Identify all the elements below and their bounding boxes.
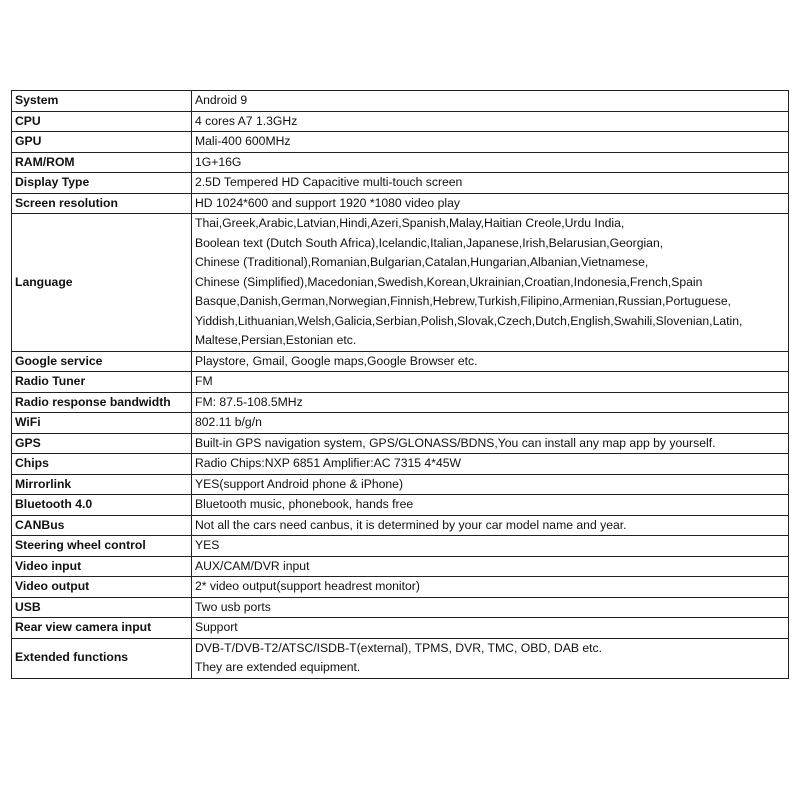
spec-value-line: HD 1024*600 and support 1920 *1080 video play	[195, 195, 460, 210]
table-row	[12, 454, 789, 475]
spec-value	[192, 413, 789, 434]
spec-value	[192, 454, 789, 475]
table-row	[12, 577, 789, 598]
spec-value	[192, 597, 789, 618]
spec-value	[192, 536, 789, 557]
table-row	[12, 433, 789, 454]
spec-label: Chips	[12, 454, 192, 475]
spec-value-line: Yiddish,Lithuanian,Welsh,Galicia,Serbian,Polish,Slovak,Czech,Dutch,English,Swahili,Slovenian,Latin,	[195, 313, 743, 328]
spec-value-line: FM	[195, 374, 213, 388]
spec-label: WiFi	[12, 413, 192, 434]
spec-value	[192, 618, 789, 639]
spec-value-line: Chinese (Traditional),Romanian,Bulgarian,Catalan,Hungarian,Albanian,Vietnamese,	[195, 255, 649, 269]
table-row	[12, 392, 789, 413]
spec-value-line: Boolean text (Dutch South Africa),Icelandic,Italian,Japanese,Irish,Belarusian,Georgian,	[195, 235, 664, 250]
spec-value-line: DVB-T/DVB-T2/ATSC/ISDB-T(external), TPMS, DVR, TMC, OBD, DAB etc.	[195, 640, 602, 655]
spec-label: Display Type	[12, 173, 192, 194]
spec-table-body	[12, 91, 789, 679]
spec-value	[192, 173, 789, 194]
spec-value-line: 802.11 b/g/n	[195, 415, 262, 429]
table-row	[12, 372, 789, 393]
spec-value-line: Built-in GPS navigation system, GPS/GLONASS/BDNS,You can install any map app by yourself.	[195, 435, 716, 450]
spec-label: Radio response bandwidth	[12, 392, 192, 413]
spec-label: Extended functions	[12, 638, 192, 678]
spec-value	[192, 111, 789, 132]
spec-value-line: Bluetooth music, phonebook, hands free	[195, 497, 414, 511]
spec-value	[192, 91, 789, 112]
table-row	[12, 536, 789, 557]
spec-value-line: Radio Chips:NXP 6851 Amplifier:AC 7315 4*45W	[195, 456, 462, 470]
spec-value	[192, 515, 789, 536]
spec-label: GPS	[12, 433, 192, 454]
table-row	[12, 173, 789, 194]
spec-label: Screen resolution	[12, 193, 192, 214]
spec-label: Steering wheel control	[12, 536, 192, 557]
table-row	[12, 132, 789, 153]
table-row	[12, 474, 789, 495]
spec-value	[192, 132, 789, 153]
spec-value-line: Maltese,Persian,Estonian etc.	[195, 333, 357, 347]
spec-label: CPU	[12, 111, 192, 132]
table-row	[12, 152, 789, 173]
spec-value-line: 2* video output(support headrest monitor)	[195, 579, 420, 593]
spec-value-line: Support	[195, 620, 238, 634]
spec-value	[192, 474, 789, 495]
spec-label: Video input	[12, 556, 192, 577]
spec-value	[192, 556, 789, 577]
table-row	[12, 351, 789, 372]
spec-label: Bluetooth 4.0	[12, 495, 192, 516]
spec-label: GPU	[12, 132, 192, 153]
table-row	[12, 556, 789, 577]
table-row	[12, 515, 789, 536]
spec-label: CANBus	[12, 515, 192, 536]
spec-value-line: Mali-400 600MHz	[195, 134, 291, 148]
table-row	[12, 111, 789, 132]
spec-value-line: 2.5D Tempered HD Capacitive multi-touch screen	[195, 175, 463, 189]
spec-value	[192, 214, 789, 352]
spec-value-line: AUX/CAM/DVR input	[195, 558, 310, 573]
spec-label: USB	[12, 597, 192, 618]
table-row	[12, 638, 789, 678]
table-row	[12, 413, 789, 434]
table-row	[12, 193, 789, 214]
spec-label: System	[12, 91, 192, 112]
spec-label: RAM/ROM	[12, 152, 192, 173]
spec-value-line: 1G+16G	[195, 154, 242, 169]
spec-value-line: YES(support Android phone & iPhone)	[195, 476, 404, 491]
table-row	[12, 618, 789, 639]
spec-value-line: They are extended equipment.	[195, 660, 361, 674]
table-row	[12, 597, 789, 618]
spec-value-line: Not all the cars need canbus, it is determined by your car model name and year.	[195, 517, 627, 532]
spec-value-line: Android 9	[195, 93, 248, 107]
spec-value-line: Basque,Danish,German,Norwegian,Finnish,Hebrew,Turkish,Filipino,Armenian,Russian,Portuguese,	[195, 294, 732, 308]
spec-value-line: Thai,Greek,Arabic,Latvian,Hindi,Azeri,Spanish,Malay,Haitian Creole,Urdu India,	[195, 216, 625, 230]
spec-label: Video output	[12, 577, 192, 598]
spec-value	[192, 392, 789, 413]
spec-value	[192, 577, 789, 598]
spec-value-line: Two usb ports	[195, 599, 271, 614]
spec-value	[192, 433, 789, 454]
spec-table	[11, 90, 789, 679]
spec-value	[192, 372, 789, 393]
spec-value-line: YES	[195, 538, 220, 552]
spec-value	[192, 152, 789, 173]
spec-value	[192, 351, 789, 372]
spec-label: Mirrorlink	[12, 474, 192, 495]
spec-value	[192, 193, 789, 214]
spec-value-line: 4 cores A7 1.3GHz	[195, 113, 298, 128]
spec-value	[192, 638, 789, 678]
spec-label: Radio Tuner	[12, 372, 192, 393]
table-row	[12, 495, 789, 516]
spec-label: Google service	[12, 351, 192, 372]
spec-label: Language	[12, 214, 192, 352]
table-row	[12, 214, 789, 352]
spec-label: Rear view camera input	[12, 618, 192, 639]
table-row	[12, 91, 789, 112]
spec-value-line: Playstore, Gmail, Google maps,Google Browser etc.	[195, 353, 478, 368]
spec-value-line: Chinese (Simplified),Macedonian,Swedish,Korean,Ukrainian,Croatian,Indonesia,French,Spain	[195, 274, 703, 289]
spec-value	[192, 495, 789, 516]
spec-value-line: FM: 87.5-108.5MHz	[195, 394, 303, 409]
